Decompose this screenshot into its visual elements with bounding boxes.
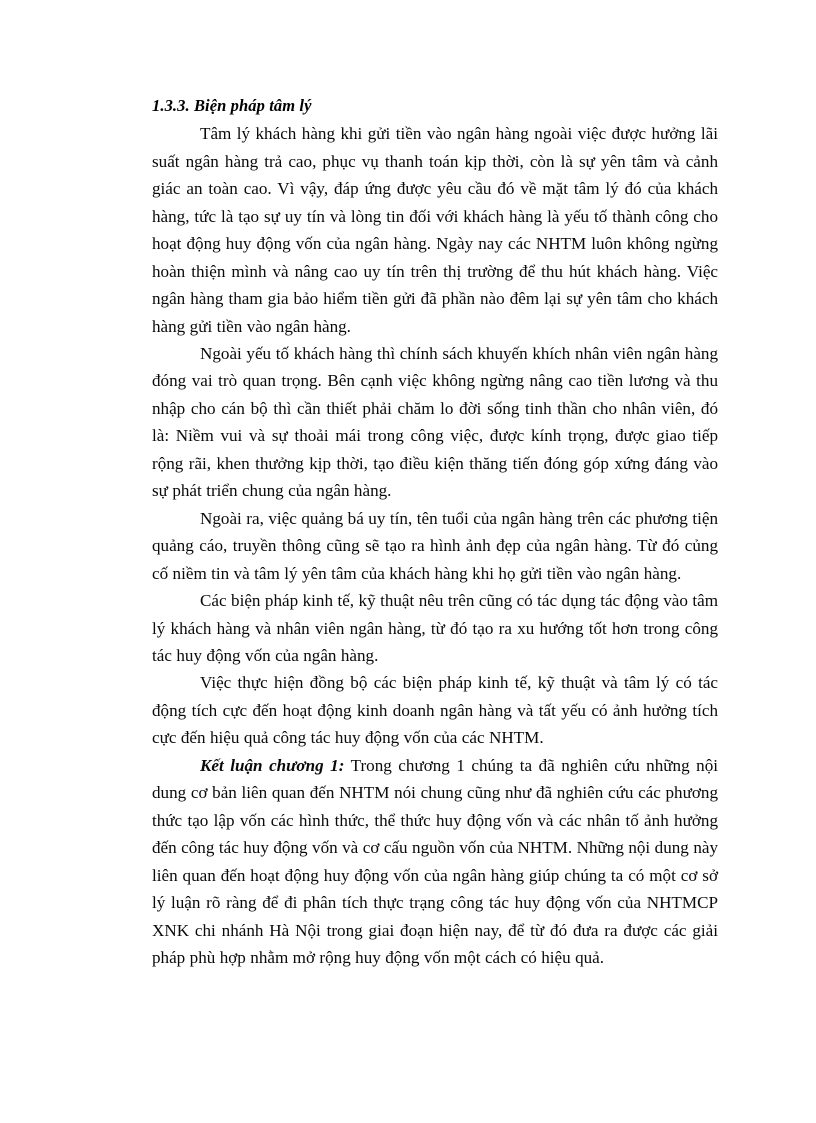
body-paragraph: Việc thực hiện đồng bộ các biện pháp kinh tế, kỹ thuật và tâm lý có tác động tích cực đến hoạt động kinh doanh ngân hàng và tất yếu có ảnh hưởng tích cực đến hiệu quả công tác huy động vốn của các NHTM. — [152, 673, 718, 748]
body-paragraph: Tâm lý khách hàng khi gửi tiền vào ngân hàng ngoài việc được hưởng lãi suất ngân hàng trả cao, phục vụ thanh toán kịp thời, còn là sự yên tâm và cảnh giác an toàn cao. Vì vậy, đáp ứng được yêu cầu đó về mặt tâm lý đó của khách hàng, tức là tạo sự uy tín và lòng tin đối với khách hàng là yếu tố thành công cho hoạt động huy động vốn của ngân hàng. Ngày nay các NHTM luôn không ngừng hoàn thiện mình và nâng cao uy tín trên thị trường để thu hút khách hàng. Việc ngân hàng tham gia bảo hiểm tiền gửi đã phần nào đêm lại sự yên tâm cho khách hàng gửi tiền vào ngân hàng. — [152, 124, 718, 336]
conclusion-lead-label: Kết luận chương 1: — [200, 755, 345, 775]
conclusion-body-text: Trong chương 1 chúng ta đã nghiên cứu những nội dung cơ bản liên quan đến NHTM nói chung cũng như đã nghiên cứu các phương thức tạo lập vốn các hình thức, thể thức huy động vốn và các nhân tố ảnh hưởng đến công tác huy động vốn và cơ cấu nguồn vốn của NHTM. Những nội dung này liên quan đến hoạt động huy động vốn của ngân hàng giúp chúng ta có một cơ sở lý luận rõ ràng để đi phân tích thực trạng công tác huy động vốn của NHTMCP XNK chi nhánh Hà Nội trong giai đoạn hiện nay, để từ đó đưa ra được các giải pháp phù hợp nhằm mở rộng huy động vốn một cách có hiệu quả. — [152, 755, 718, 967]
body-paragraph: Các biện pháp kinh tế, kỹ thuật nêu trên cũng có tác dụng tác động vào tâm lý khách hàng và nhân viên ngân hàng, từ đó tạo ra xu hướng tốt hơn trong công tác huy động vốn của ngân hàng. — [152, 591, 718, 666]
conclusion-paragraph — [152, 752, 718, 972]
body-paragraph: Ngoài yếu tố khách hàng thì chính sách khuyến khích nhân viên ngân hàng đóng vai trò quan trọng. Bên cạnh việc không ngừng nâng cao tiền lương và thu nhập cho cán bộ thì cần thiết phải chăm lo đời sống tinh thần cho nhân viên, đó là: Niềm vui và sự thoải mái trong công việc, được kính trọng, được giao tiếp rộng rãi, khen thưởng kịp thời, tạo điều kiện thăng tiến đóng góp xứng đáng vào sự phát triển chung của ngân hàng. — [152, 344, 718, 501]
section-heading: 1.3.3. Biện pháp tâm lý — [152, 96, 312, 115]
document-text-block — [152, 92, 718, 971]
body-paragraph: Ngoài ra, việc quảng bá uy tín, tên tuổi của ngân hàng trên các phương tiện quảng cáo, truyền thông cũng sẽ tạo ra hình ảnh đẹp của ngân hàng. Từ đó củng cố niềm tin và tâm lý yên tâm của khách hàng khi họ gửi tiền vào ngân hàng. — [152, 508, 718, 583]
